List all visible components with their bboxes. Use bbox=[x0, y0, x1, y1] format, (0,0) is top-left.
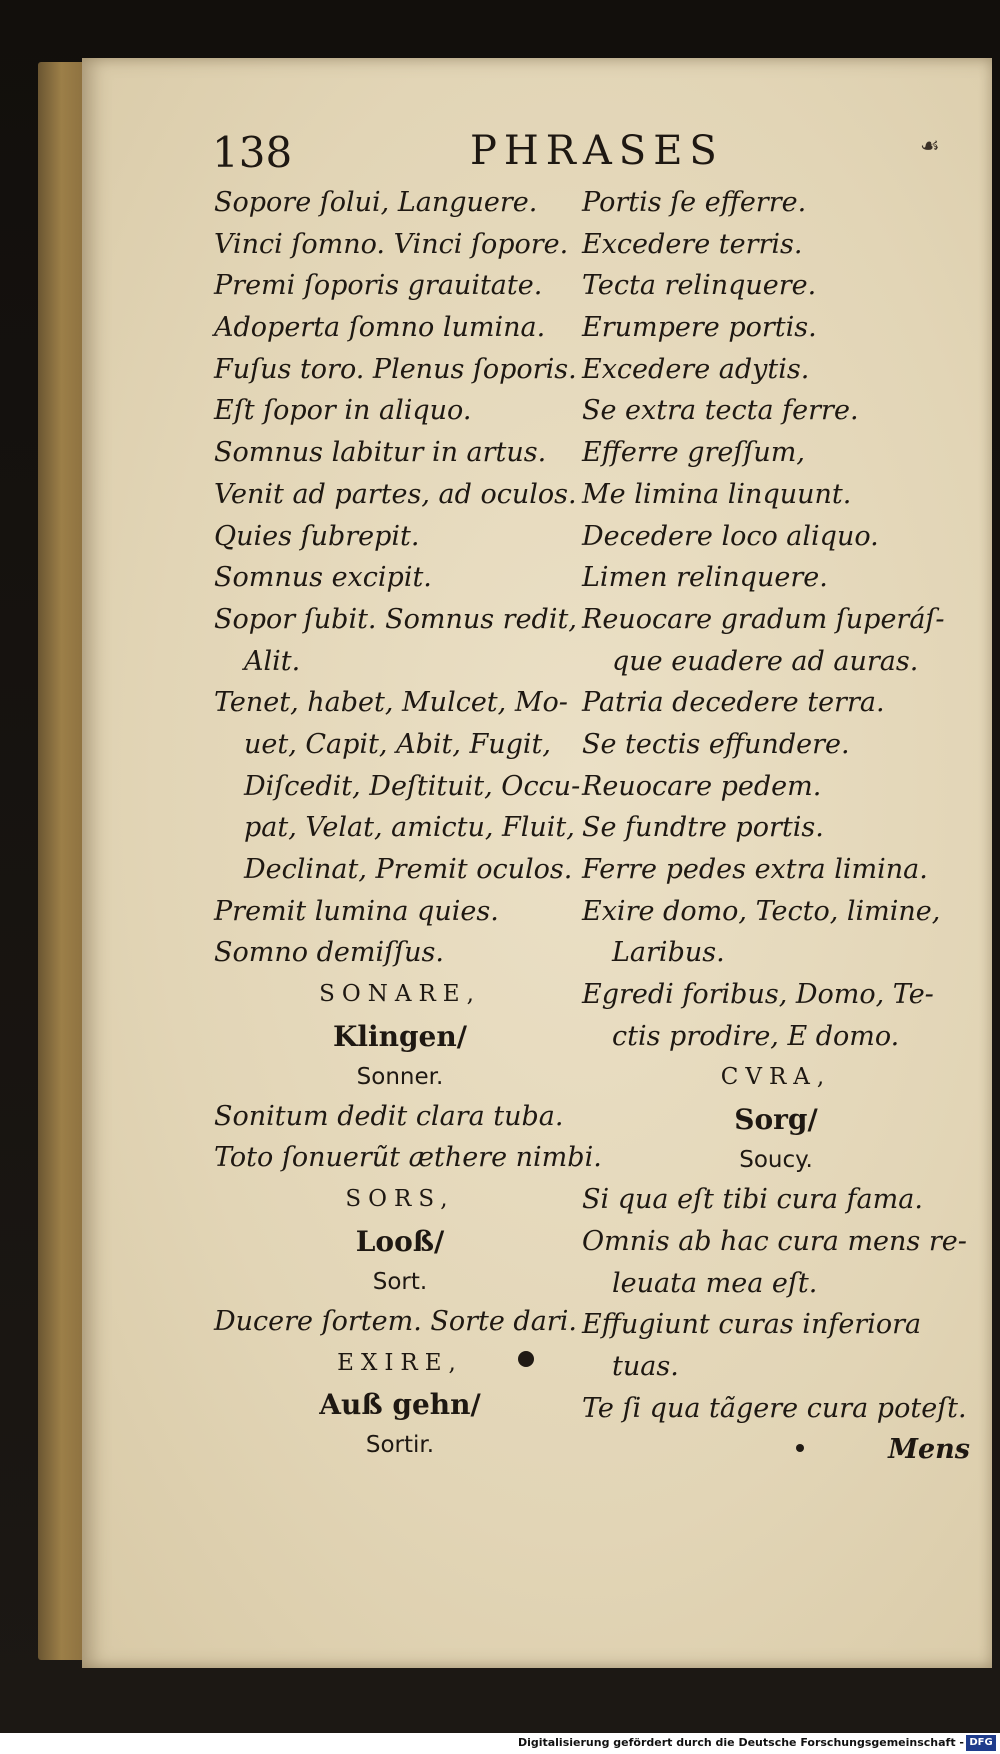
running-title: PHRASES bbox=[470, 128, 724, 174]
right-phrase-continuation: que euadere ad auras. bbox=[612, 645, 919, 677]
right-phrase-line: Me limina linquunt. bbox=[582, 478, 852, 510]
right-phrase-line: Se tectis effundere. bbox=[582, 728, 850, 760]
right-column bbox=[582, 182, 970, 1471]
left-entry-heading: SORS, bbox=[345, 1186, 455, 1213]
right-phrase-line: Decedere loco aliquo. bbox=[582, 520, 879, 552]
right-entry-heading: CVRA, bbox=[720, 1064, 832, 1091]
right-phrase-line: Excedere terris. bbox=[582, 228, 803, 260]
left-phrase-line: Toto ſonuerũt æthere nimbi. bbox=[214, 1142, 602, 1174]
left-phrase-line: Ducere ſortem. Sorte dari. bbox=[214, 1305, 577, 1337]
right-phrase-line: Reuocare pedem. bbox=[582, 770, 822, 802]
left-french-gloss: Sort. bbox=[372, 1268, 428, 1295]
dfg-logo-badge: DFG bbox=[966, 1735, 996, 1751]
left-entry-heading: SONARE, bbox=[319, 981, 481, 1008]
left-phrase-line: Eſt ſopor in aliquo. bbox=[214, 395, 472, 427]
footer-credit: Digitalisierung gefördert durch die Deutsche Forschungsgemeinschaft - bbox=[517, 1736, 964, 1749]
right-phrase-line: Erumpere portis. bbox=[582, 312, 817, 344]
left-phrase-continuation: Alit. bbox=[244, 645, 301, 677]
left-phrase-line: Adoperta ſomno lumina. bbox=[214, 312, 546, 344]
left-phrase-continuation: Diſcedit, Deſtituit, Occu- bbox=[244, 770, 581, 802]
right-phrase-line: Exire domo, Tecto, limine, bbox=[582, 895, 941, 927]
left-phrase-continuation: Declinat, Premit oculos. bbox=[244, 854, 573, 885]
left-phrase-continuation: pat, Velat, amictu, Fluit, bbox=[244, 812, 575, 844]
right-catchword: Mens bbox=[888, 1434, 970, 1466]
left-german-gloss: Auß gehn/ bbox=[319, 1388, 481, 1422]
digitization-footer bbox=[0, 1733, 1000, 1754]
right-phrase-line: Effugiunt curas inferiora bbox=[582, 1309, 922, 1341]
right-phrase-line: Si qua eſt tibi cura fama. bbox=[582, 1184, 923, 1216]
right-phrase-continuation: tuas. bbox=[612, 1350, 679, 1382]
left-french-gloss: Sortir. bbox=[365, 1432, 435, 1459]
left-phrase-line: Sonitum dedit clara tuba. bbox=[214, 1100, 564, 1132]
left-phrase-line: Premit lumina quies. bbox=[214, 895, 499, 927]
right-phrase-line: Reuocare gradum ſuperáſ- bbox=[582, 603, 945, 635]
left-phrase-line: Tenet, habet, Mulcet, Mo- bbox=[214, 687, 568, 719]
left-phrase-line: Quies ſubrepit. bbox=[214, 520, 420, 552]
right-phrase-line: Patria decedere terra. bbox=[582, 687, 885, 719]
left-phrase-line: Sopor ſubit. Somnus redit, bbox=[214, 603, 577, 635]
right-phrase-line: Portis ſe efferre. bbox=[582, 187, 807, 218]
left-french-gloss: Sonner. bbox=[356, 1063, 444, 1090]
right-phrase-line: Te ſi qua tãgere cura poteſt. bbox=[582, 1392, 967, 1424]
left-german-gloss: Looß/ bbox=[355, 1224, 445, 1258]
left-phrase-line: Vinci ſomno. Vinci ſopore. bbox=[214, 228, 569, 260]
ink-spot bbox=[518, 1351, 534, 1367]
right-phrase-line: Egredi foribus, Domo, Te- bbox=[582, 979, 934, 1011]
page-header bbox=[0, 128, 1000, 180]
left-phrase-continuation: uet, Capit, Abit, Fugit, bbox=[244, 728, 551, 760]
left-phrase-line: Sopore ſolui, Languere. bbox=[214, 187, 538, 218]
right-phrase-continuation: Laribus. bbox=[612, 937, 725, 969]
left-phrase-line: Somno demiſſus. bbox=[214, 937, 444, 969]
page-number: 138 bbox=[212, 128, 293, 177]
right-french-gloss: Soucy. bbox=[739, 1147, 813, 1174]
right-phrase-continuation: ctis prodire, E domo. bbox=[612, 1020, 900, 1052]
printer-ornament: ☙ bbox=[920, 134, 940, 159]
right-phrase-line: Omnis ab hac cura mens re- bbox=[582, 1225, 967, 1257]
left-entry-heading: EXIRE, bbox=[337, 1349, 463, 1376]
left-phrase-line: Fuſus toro. Plenus ſoporis. bbox=[214, 353, 577, 385]
left-phrase-line: Somnus excipit. bbox=[214, 562, 432, 594]
right-phrase-line: Efferre greſſum, bbox=[582, 437, 805, 469]
right-phrase-line: Excedere adytis. bbox=[582, 353, 810, 385]
right-german-gloss: Sorg/ bbox=[734, 1103, 818, 1137]
left-column bbox=[214, 182, 602, 1464]
right-phrase-line: Se extra tecta ferre. bbox=[582, 395, 859, 427]
left-phrase-line: Venit ad partes, ad oculos. bbox=[214, 478, 577, 510]
right-phrase-continuation: leuata mea eſt. bbox=[612, 1267, 818, 1299]
right-phrase-line: Se fundtre portis. bbox=[582, 812, 824, 844]
right-phrase-line: Ferre pedes extra limina. bbox=[582, 854, 928, 885]
left-phrase-line: Somnus labitur in artus. bbox=[214, 437, 547, 469]
left-german-gloss: Klingen/ bbox=[333, 1019, 467, 1053]
left-phrase-line: Premi ſoporis grauitate. bbox=[214, 270, 543, 302]
right-phrase-line: Tecta relinquere. bbox=[582, 270, 817, 302]
ink-speck bbox=[796, 1444, 804, 1452]
right-phrase-line: Limen relinquere. bbox=[582, 562, 828, 594]
